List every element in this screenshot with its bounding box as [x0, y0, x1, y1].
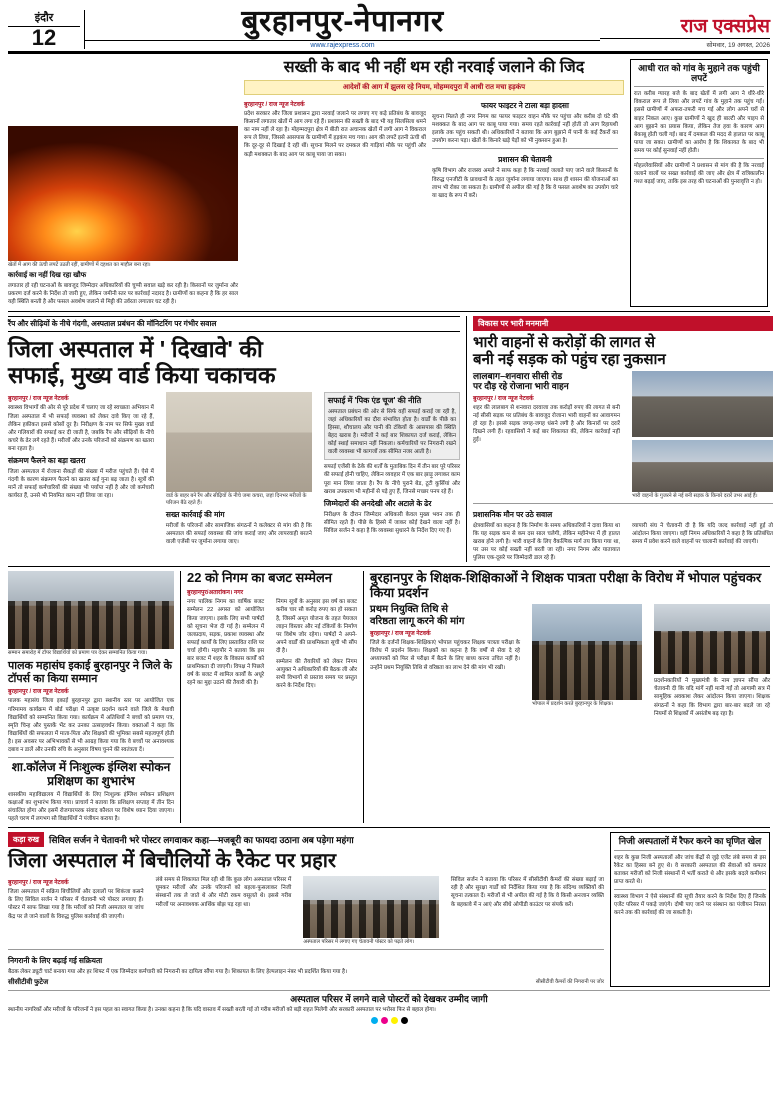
- road-col3: [473, 522, 620, 563]
- hope-body: स्थानीय नागरिकों और मरीजों के परिजनों ने इस पहल का स्वागत किया है। उनका कहना है कि यदि वास्तव में सख्ती बरती गई तो गरीब मरीजों को बड़ी राहत मिलेगी और सरकारी अस्पताल पर भरोसा फिर से बहाल होगा।: [8, 1007, 436, 1014]
- clean-demand-headline: सख्त कार्रवाई की मांग: [165, 509, 225, 519]
- lead-byline: बुरहानपुर / राज न्यूज नेटवर्क: [244, 101, 305, 108]
- hospital-strapline: रैंप और सीढ़ियों के नीचे गंदगी, अस्पताल प्रबंधन की मॉनिटरिंग पर गंभीर सवाल: [8, 316, 460, 332]
- road-tag: विकास पर भारी मनमानी: [473, 316, 773, 331]
- road-headline-line2: बनी नई सड़क को पहुंच रहा नुकसान: [473, 350, 666, 368]
- protest-photo: [532, 604, 642, 700]
- teachers-protest-headline: बुरहानपुर के शिक्षक-शिक्षिकाओं ने शिक्षक पात्रता परीक्षा के विरोध में भोपाल पहुंचकर किया प्रदर्शन: [370, 570, 762, 601]
- night-flames-headline: आधी रात को गांव के मुहाने तक पहुंची लपटें: [638, 62, 760, 83]
- brokers-body1: जिला अस्पताल में सक्रिय बिचौलियों और दलालों पर शिकंजा कसने के लिए सिविल सर्जन ने परिसर में चेतावनी भरे पोस्टर लगवाए हैं। पोस्टर में साफ लिखा गया है कि मरीजों को निजी अस्पताल या जांच केंद्र पर ले जाने वालों के विरुद्ध पुलिस कार्रवाई की जाएगी।: [8, 889, 144, 920]
- brokers-body2: लंबे समय से शिकायत मिल रही थी कि कुछ लोग अस्पताल परिसर में घूमकर मरीजों और उनके परिजनों को बहला-फुसलाकर निजी संस्थानों तक ले जाते थे और मोटी रकम वसूलते थे। इससे गरीब मरीजों पर अनावश्यक आर्थिक बोझ पड़ रहा था।: [155, 877, 292, 908]
- credit-label: सीसीटीवी फुटेज: [8, 979, 49, 987]
- masthead: [8, 6, 770, 54]
- hospital-photo: [166, 392, 312, 492]
- lower-section: [8, 571, 770, 823]
- fire-fighter-body: सूचना मिलते ही नगर निगम का फायर फाइटर वाहन मौके पर पहुंचा और करीब दो घंटे की मशक्कत के बाद आग पर काबू पाया गया। समय रहते कार्रवाई नहीं होती तो आग रिहायशी इलाके तक पहुंच सकती थी। अधिकारियों ने बताया कि आग बुझाने में पानी के कई टैंकरों का उपयोग करना पड़ा। खेतों के किनारे खड़े पेड़ों को भी नुकसान हुआ है।: [432, 113, 618, 145]
- road-byline: बुरहानपुर / राज न्यूज नेटवर्क: [473, 395, 534, 402]
- felicitation-photo: [8, 571, 174, 649]
- referral-body: शहर के कुछ निजी अस्पतालों और जांच केंद्रों से जुड़े एजेंट लंबे समय से इस रैकेट का हिस्सा बने हुए थे। वे सरकारी अस्पताल की सेवाओं को कमतर बताकर मरीजों को निजी संस्थानों में भर्ती कराते थे और इसके बदले कमीशन प्राप्त करते थे।: [614, 854, 766, 885]
- date-line: सोमवार, 19 अगस्त, 2026: [600, 38, 770, 49]
- road-col1: [473, 371, 620, 500]
- credit-note: सीसीटीवी कैमरों की निगरानी पर जोर: [535, 979, 604, 986]
- top-center-col2: [432, 98, 618, 200]
- poster-photo: [303, 876, 439, 938]
- teachers-col3: [654, 604, 770, 718]
- road-col4: [632, 522, 773, 563]
- top-right-box: [630, 59, 768, 307]
- top-sub-body: लगातार हो रही घटनाओं के बावजूद जिम्मेदार अधिकारियों की चुप्पी सवाल खड़े कर रही है। किसानों पर जुर्माना और प्रकरण दर्ज करने के निर्देश तो जारी हुए, लेकिन जमीनी स्तर पर कार्रवाई नदारद है। ग्रामीणों का कहना है कि हर साल यही स्थिति बनती है और फसल अवशेष जलाने से मिट्टी की उर्वरता लगातार घट रही है।: [8, 283, 238, 306]
- road-body3: व्यापारी संघ ने चेतावनी दी है कि यदि जल्द कार्रवाई नहीं हुई तो आंदोलन किया जाएगा। वहीं निगम अधिकारियों ने कहा है कि प्रतिबंधित समय में प्रवेश करने वाले वाहनों पर चालानी कार्रवाई की जाएगी।: [631, 522, 773, 546]
- edition-city: इंदौर: [8, 10, 80, 27]
- infection-risk-headline: संक्रमण फैलने का बड़ा खतरा: [8, 456, 86, 466]
- road-photo-2: [632, 440, 773, 492]
- hospital-story: [8, 316, 460, 563]
- fire-fighter-headline: फायर फाइटर ने टाला बड़ा हादसा: [481, 100, 569, 110]
- page-title: बुरहानपुर-नेपानगर: [241, 5, 444, 38]
- budget-story: [180, 571, 357, 823]
- brokers-banner-row: [8, 832, 604, 847]
- monitoring-headline: निगरानी के लिए बढ़ाई गई सक्रियता: [8, 955, 103, 965]
- parents-union-body: पालक महासंघ जिला इकाई बुरहानपुर द्वारा स्थानीय स्तर पर आयोजित एक गरिमामय कार्यक्रम में बोर्ड परीक्षा में उत्कृष्ट प्रदर्शन करने वाले जिले के मेधावी विद्यार्थियों को सम्मानित किया गया। कार्यक्रम में अतिथियों ने बच्चों को प्रमाण पत्र, स्मृति चिन्ह और पुस्तकें भेंट कर उनका उत्साहवर्धन किया। वक्ताओं ने कहा कि विद्यार्थियों की सफलता में माता-पिता और शिक्षकों की भूमिका सबसे महत्वपूर्ण होती है। इस अवसर पर अभिभावकों से भी आग्रह किया गया कि वे बच्चों पर अनावश्यक दबाव न डालें और उनकी रुचि के अनुसार विषय चुनने की स्वतंत्रता दें।: [8, 698, 174, 754]
- teachers-col2: [532, 604, 642, 718]
- felicitation-photo-caption: सम्मान समारोह में टॉपर विद्यार्थियों को प्रमाण पत्र देकर सम्मानित किया गया।: [8, 650, 148, 657]
- road-story: [466, 316, 773, 563]
- teachers-byline: बुरहानपुर / राज न्यूज नेटवर्क: [370, 631, 431, 638]
- budget-body2: निगम सूत्रों के अनुसार इस वर्ष का बजट करीब चार सौ करोड़ रुपए का हो सकता है, जिसमें अमृत योजना के तहत पेयजल लाइन विस्तार और नई टंकियों के निर्माण पर विशेष जोर रहेगा। पार्षदों ने अपने-अपने वार्डों की प्राथमिकता सूची भी सौंप दी है।: [276, 599, 357, 654]
- poster-photo-caption: अस्पताल परिसर में लगाए गए चेतावनी पोस्टर को पढ़ते लोग।: [303, 939, 415, 946]
- protest-photo-caption: भोपाल में प्रदर्शन करते बुरहानपुर के शिक्षक।: [532, 701, 614, 708]
- brokers-story: [8, 832, 604, 987]
- pick-and-choose-body: अस्पताल प्रबंधन की ओर से सिर्फ वहीं सफाई कराई जा रही है, जहां अधिकारियों का दौरा संभावित होता है। वार्डों के पीछे का हिस्सा, शौचालय और पानी की टंकियों के आसपास की स्थिति बेहद खराब है। मरीजों ने कई बार शिकायत दर्ज कराई, लेकिन कोई स्थाई समाधान नहीं निकला। कर्मचारियों पर निगरानी रखने वाली व्यवस्था भी कागजों तक सीमित नजर आती है।: [327, 408, 456, 456]
- brokers-col2: [156, 876, 292, 946]
- road-subhead-line2: पर दौड़ रहे रोजाना भारी वाहन: [473, 381, 569, 392]
- admin-warning-headline: प्रशासन की चेतावनी: [498, 155, 552, 165]
- website-url[interactable]: www.rajexpress.com: [85, 40, 600, 49]
- masthead-center: [85, 6, 600, 49]
- page-number: 12: [31, 24, 57, 50]
- brokers-headline: जिला अस्पताल में बिचौलियों के रैकेट पर प्रहार: [8, 850, 337, 873]
- hospital-col2: [166, 392, 312, 546]
- teachers-subhead-line1: प्रथम नियुक्ति तिथि से: [370, 604, 449, 616]
- negligence-headline: जिम्मेदारों की अनदेखी और अटाले के ढेर: [323, 498, 432, 508]
- brokers-tag: कड़ा रुख: [8, 832, 44, 847]
- meeting-photo: [654, 604, 770, 674]
- hospital-col3: [324, 392, 460, 546]
- top-center-column: [244, 59, 624, 307]
- teachers-body2: प्रदर्शनकारियों ने मुख्यमंत्री के नाम ज्ञापन सौंपा और चेतावनी दी कि यदि मांगें नहीं मानी गईं तो आगामी सत्र में सामूहिक अवकाश लेकर आंदोलन किया जाएगा। शिक्षक संगठनों ने कहा कि विभाग द्वारा बार-बार बदले जा रहे नियमों से शिक्षकों में असंतोष बढ़ रहा है।: [654, 678, 770, 717]
- hospital-headline-line1: जिला अस्पताल में ' दिखावे' की: [8, 335, 263, 362]
- silence-headline: प्रशासनिक मौन पर उठे सवाल: [473, 509, 553, 519]
- clean-demand-body: मरीजों के परिजनों और सामाजिक संगठनों ने कलेक्टर से मांग की है कि अस्पताल की सफाई व्यवस्था की जांच कराई जाए और लापरवाही बरतने वाली एजेंसी पर जुर्माना लगाया जाए।: [165, 522, 312, 546]
- road-body1: शहर की लालबाग से शनवारा दरवाजा तक करोड़ों रुपए की लागत से बनी नई सीसी सड़क पर प्रतिबंध के बावजूद रोजाना भारी वाहनों का आवागमन हो रहा है। इससे सड़क जगह-जगह धंसने लगी है और किनारों पर दरारें दिखने लगी हैं। रहवासियों ने कई बार शिकायत की, लेकिन कार्रवाई नहीं हुई।: [473, 404, 620, 444]
- teachers-body1: जिले के दर्जनों शिक्षक-शिक्षिकाएं भोपाल पहुंचकर शिक्षक पात्रता परीक्षा के विरोध में प्रदर्शन किया। शिक्षकों का कहना है कि वर्षों से सेवा दे रहे अध्यापकों को फिर से परीक्षा में बैठने के लिए बाध्य करना उचित नहीं है। उन्होंने प्रथम नियुक्ति तिथि से वरिष्ठता का लाभ देने की मांग भी रखी।: [370, 640, 520, 671]
- lead-headline: सख्ती के बाद भी नहीं थम रही नरवाई जलाने की जिद: [283, 58, 585, 76]
- mid-section: [8, 316, 773, 563]
- parents-union-byline: बुरहानपुर / राज न्यूज नेटवर्क: [8, 689, 69, 696]
- hope-headline: अस्पताल परिसर में लगने वाले पोस्टरों को देखकर उम्मीद जागी: [290, 994, 488, 1005]
- bottom-section: [8, 832, 770, 987]
- top-center-col1: [244, 98, 426, 200]
- lead-kicker: आदेशों की आग में झुलस रहे नियम, मोहम्मदपुरा में आधी रात मचा हड़कंप: [244, 80, 624, 95]
- admin-warning-body: कृषि विभाग और राजस्व अमले ने साफ कहा है कि नरवाई जलाते पाए जाने वाले किसानों के विरुद्ध एनजीटी के प्रावधानों के तहत जुर्माना लगाया जाएगा। साथ ही शासन की योजनाओं का लाभ भी रोका जा सकता है। ग्रामीणों से अपील की गई है कि वे फसल अवशेष का उपयोग चारे या खाद के रूप में करें।: [432, 168, 618, 199]
- brokers-col1: [8, 876, 144, 946]
- pick-and-choose-headline: सफाई में 'पिक एंड चूज' की नीति: [327, 396, 422, 406]
- brand-name: राज एक्सप्रेस: [680, 15, 770, 37]
- teachers-subhead-line2: वरिष्ठता लागू करने की मांग: [370, 615, 465, 627]
- english-spoken-body: शासकीय महाविद्यालय में विद्यार्थियों के लिए निःशुल्क इंग्लिश स्पोकन प्रशिक्षण कक्षाओं का शुभारंभ किया गया। प्राचार्य ने बताया कि प्रशिक्षण सप्ताह में तीन दिन संचालित होगा और इसमें रोजगारपरक संवाद कौशल पर विशेष ध्यान दिया जाएगा। पहले चरण में लगभग सौ विद्यार्थियों ने पंजीयन कराया है।: [8, 791, 174, 823]
- top-left-column: [8, 59, 238, 307]
- hospital-photo-caption: वार्ड के बाहर बने रैंप और सीढ़ियों के नीचे जमा कचरा, जहां दिनभर मरीजों के परिजन बैठे रहते हैं।: [165, 493, 307, 507]
- teachers-protest-story: [363, 571, 770, 823]
- hospital-body1: स्वास्थ्य विभागों की ओर से पूरे प्रदेश में चलाए जा रहे स्वच्छता अभियान में जिला अस्पताल में भी सफाई व्यवस्था को लेकर दावे किए जा रहे हैं, लेकिन हकीकत इससे कोसों दूर है। निरीक्षण के नाम पर सिर्फ मुख्य वार्ड और गलियारों की सफाई कर दी जाती है, जबकि रैंप और सीढ़ियों के नीचे कचरे के ढेर लगे रहते हैं। मरीजों और उनके परिजनों को संक्रमण का खतरा बना रहता है।: [8, 405, 154, 452]
- english-spoken-headline: शा.कॉलेज में निःशुल्क इंग्लिश स्पोकन प्रशिक्षण का शुभारंभ: [11, 760, 171, 788]
- infection-risk-body: जिला अस्पताल में रोजाना सैकड़ों की संख्या में मरीज पहुंचते हैं। ऐसे में गंदगी के कारण संक्रमण फैलने का खतरा कई गुना बढ़ जाता है। सूत्रों की मानें तो सफाई कर्मचारियों की संख्या भी पर्याप्त नहीं है और जो कर्मचारी कार्यरत हैं, उनसे भी नियमित काम नहीं लिया जा रहा।: [8, 469, 154, 500]
- referral-body2: स्वास्थ्य विभाग ने ऐसे संस्थानों की सूची तैयार करने के निर्देश दिए हैं जिनके एजेंट परिसर में पकड़े जाएंगे। दोषी पाए जाने पर संस्थान का पंजीयन निरस्त करने तक की कार्रवाई की जा सकती है।: [614, 893, 766, 917]
- pick-and-choose-box: [324, 392, 460, 460]
- road-subhead-line1: लालबाग–शनवारा सीसी रोड: [473, 371, 563, 382]
- parents-union-headline: पालक महासंघ इकाई बुरहानपुर ने जिले के टॉपर्स का किया सम्मान: [8, 660, 172, 685]
- brokers-banner: सिविल सर्जन ने चेतावनी भरे पोस्टर लगवाकर कहा—मजबूरी का फायदा उठाना अब पड़ेगा महंगा: [49, 835, 354, 846]
- budget-body3: सम्मेलन की तैयारियों को लेकर निगम आयुक्त ने अधिकारियों की बैठक ली और सभी विभागों से प्रस्ताव समय पर प्रस्तुत करने के निर्देश दिए।: [276, 659, 357, 690]
- masthead-right: [600, 17, 770, 49]
- night-flames-body: रात करीब ग्यारह बजे के बाद खेतों में लगी आग ने धीरे-धीरे विकराल रूप ले लिया और लपटें गांव के मुहाने तक पहुंच गईं। इससे ग्रामीणों में अफरा-तफरी मच गई और लोग अपने घरों से बाहर निकल आए। कुछ ग्रामीणों ने खुद ही बाल्टी और पाइप से आग बुझाने का प्रयास किया, लेकिन तेज हवा के कारण आग बेकाबू होती चली गई। बाद में दमकल की मदद से हालात पर काबू पाया जा सका। ग्रामीणों का आरोप है कि शिकायत के बाद भी समय पर कोई सुनवाई नहीं होती।: [634, 91, 764, 154]
- budget-body1: नगर पालिक निगम का वार्षिक बजट सम्मेलन 22 अगस्त को आयोजित किया जाएगा। इसके लिए सभी पार्षदों को सूचना भेज दी गई है। सम्मेलन में जलप्रदाय, सड़क, प्रकाश व्यवस्था और सफाई कार्यों के लिए प्रस्तावित राशि पर चर्चा होगी। महापौर ने बताया कि इस बार बजट में शहर के विकास कार्यों को प्राथमिकता दी जाएगी। विपक्ष ने पिछले वर्ष के बजट में शामिल कार्यों के अधूरे रहने का मुद्दा उठाने की तैयारी की है।: [187, 599, 265, 687]
- silence-body: क्षेत्रवासियों का कहना है कि निर्माण के समय अधिकारियों ने दावा किया था कि यह सड़क कम से कम दस साल चलेगी, लेकिन महीनेभर में ही हालत खराब होने लगी है। भारी वाहनों के लिए वैकल्पिक मार्ग तय किया गया था, पर उस पर कोई सख्ती नहीं बरती जा रही। नगर निगम और यातायात पुलिस एक-दूसरे पर जिम्मेदारी डाल रहे हैं।: [473, 522, 620, 562]
- monitoring-body: बैठक लेकर ड्यूटी चार्ट बनाया गया और हर शिफ्ट में एक जिम्मेदार कर्मचारी को निगरानी का दायित्व सौंपा गया है। शिकायत के लिए हेल्पलाइन नंबर भी प्रदर्शित किया गया है।: [8, 968, 348, 975]
- budget-headline: 22 को निगम का बजट सम्मेलन: [187, 570, 332, 586]
- road-photo: [632, 371, 773, 437]
- brokers-byline: बुरहानपुर / राज न्यूज नेटवर्क: [8, 880, 69, 887]
- fire-photo-caption: खेतों में आग की ऊंची लपटें उठती रहीं, ग्रामीणों में दहशत का माहौल बना रहा।: [8, 261, 151, 268]
- budget-byline: बुरहानपुर/अतारांकन। नगर: [187, 590, 244, 597]
- parents-union-story: [8, 571, 174, 823]
- hospital-headline-line2: सफाई, मुख्य वार्ड किया चकाचक: [8, 362, 276, 389]
- referral-box: [610, 832, 770, 987]
- road-headline-line1: भारी वाहनों से करोड़ों की लागत से: [473, 333, 656, 351]
- masthead-left: [8, 10, 85, 49]
- lead-body: प्रदेश सरकार और जिला प्रशासन द्वारा नरवाई जलाने पर लगाए गए कड़े प्रतिबंध के बावजूद किसानों लगातार खेतों में आग लगा रहे हैं। प्रशासन की सख्ती के बाद भी यह सिलसिला थमने का नाम नहीं ले रहा है। मोहम्मदपुरा क्षेत्र में बीती रात अचानक खेतों में लगी आग ने विकराल रूप ले लिया, जिससे आसपास के ग्रामीणों में हड़कंप मच गया। आग की लपटें इतनी ऊंची थीं कि दूर-दूर से दिखाई दे रही थीं। सूचना मिलने पर दमकल की गाड़ियां मौके पर पहुंचीं और कड़ी मशक्कत के बाद आग पर काबू पाया जा सका।: [244, 110, 426, 158]
- hospital-byline: बुरहानपुर / राज न्यूज नेटवर्क: [8, 396, 69, 403]
- top-sub-headline: कार्रवाई का नहीं दिख रहा खौफ: [8, 272, 87, 280]
- road-col2: [632, 371, 773, 500]
- negligence-body: निरीक्षण के दौरान जिम्मेदार अधिकारी केवल मुख्य भवन तक ही सीमित रहते हैं। पीछे के हिस्से में जाकर कोई देखने वाला नहीं है। सिविल सर्जन ने कहा है कि व्यवस्था सुधारने के निर्देश दिए गए हैं।: [323, 511, 460, 534]
- referral-headline: निजी अस्पतालों में रैफर करने का घृणित खेल: [618, 836, 762, 847]
- registration-dots: [8, 1017, 770, 1024]
- night-flames-body2: मोहल्लेवासियों और ग्रामीणों ने प्रशासन से मांग की है कि नरवाई जलाने वालों पर सख्त कार्रवाई की जाए और क्षेत्र में रात्रिकालीन गश्त बढ़ाई जाए, ताकि इस तरह की घटनाओं की पुनरावृत्ति न हो।: [634, 163, 764, 186]
- hospital-col3-body: सफाई एजेंसी के ठेके की शर्तों के मुताबिक दिन में तीन बार पूरे परिसर की सफाई होनी चाहिए, लेकिन व्यवहार में एक बार झाड़ू लगाकर काम पूरा मान लिया जाता है। रैंप के नीचे पुराने बेड, टूटी कुर्सियां और खराब उपकरण भी महीनों से पड़े हुए हैं, जिनसे मच्छर पनप रहे हैं।: [323, 464, 461, 495]
- brokers-col4: [451, 876, 604, 946]
- brokers-col3: [303, 876, 439, 946]
- brokers-body3: सिविल सर्जन ने बताया कि परिसर में सीसीटीवी कैमरों की संख्या बढ़ाई जा रही है और सुरक्षा गार्डों को निर्देशित किया गया है कि संदिग्ध व्यक्तियों की सूचना तत्काल दें। मरीजों से भी अपील की गई है कि वे किसी अनजान व्यक्ति के बहकावे में न आएं और सीधे ओपीडी काउंटर पर संपर्क करें।: [450, 877, 604, 908]
- fire-photo: [8, 126, 238, 261]
- top-section: [8, 59, 770, 307]
- teachers-col1: [370, 604, 520, 718]
- road-photo-caption: भारी वाहनों के गुजरने से नई बनी सड़क के किनारे दरारें उभर आई हैं।: [631, 493, 758, 500]
- hospital-col1: [8, 392, 154, 546]
